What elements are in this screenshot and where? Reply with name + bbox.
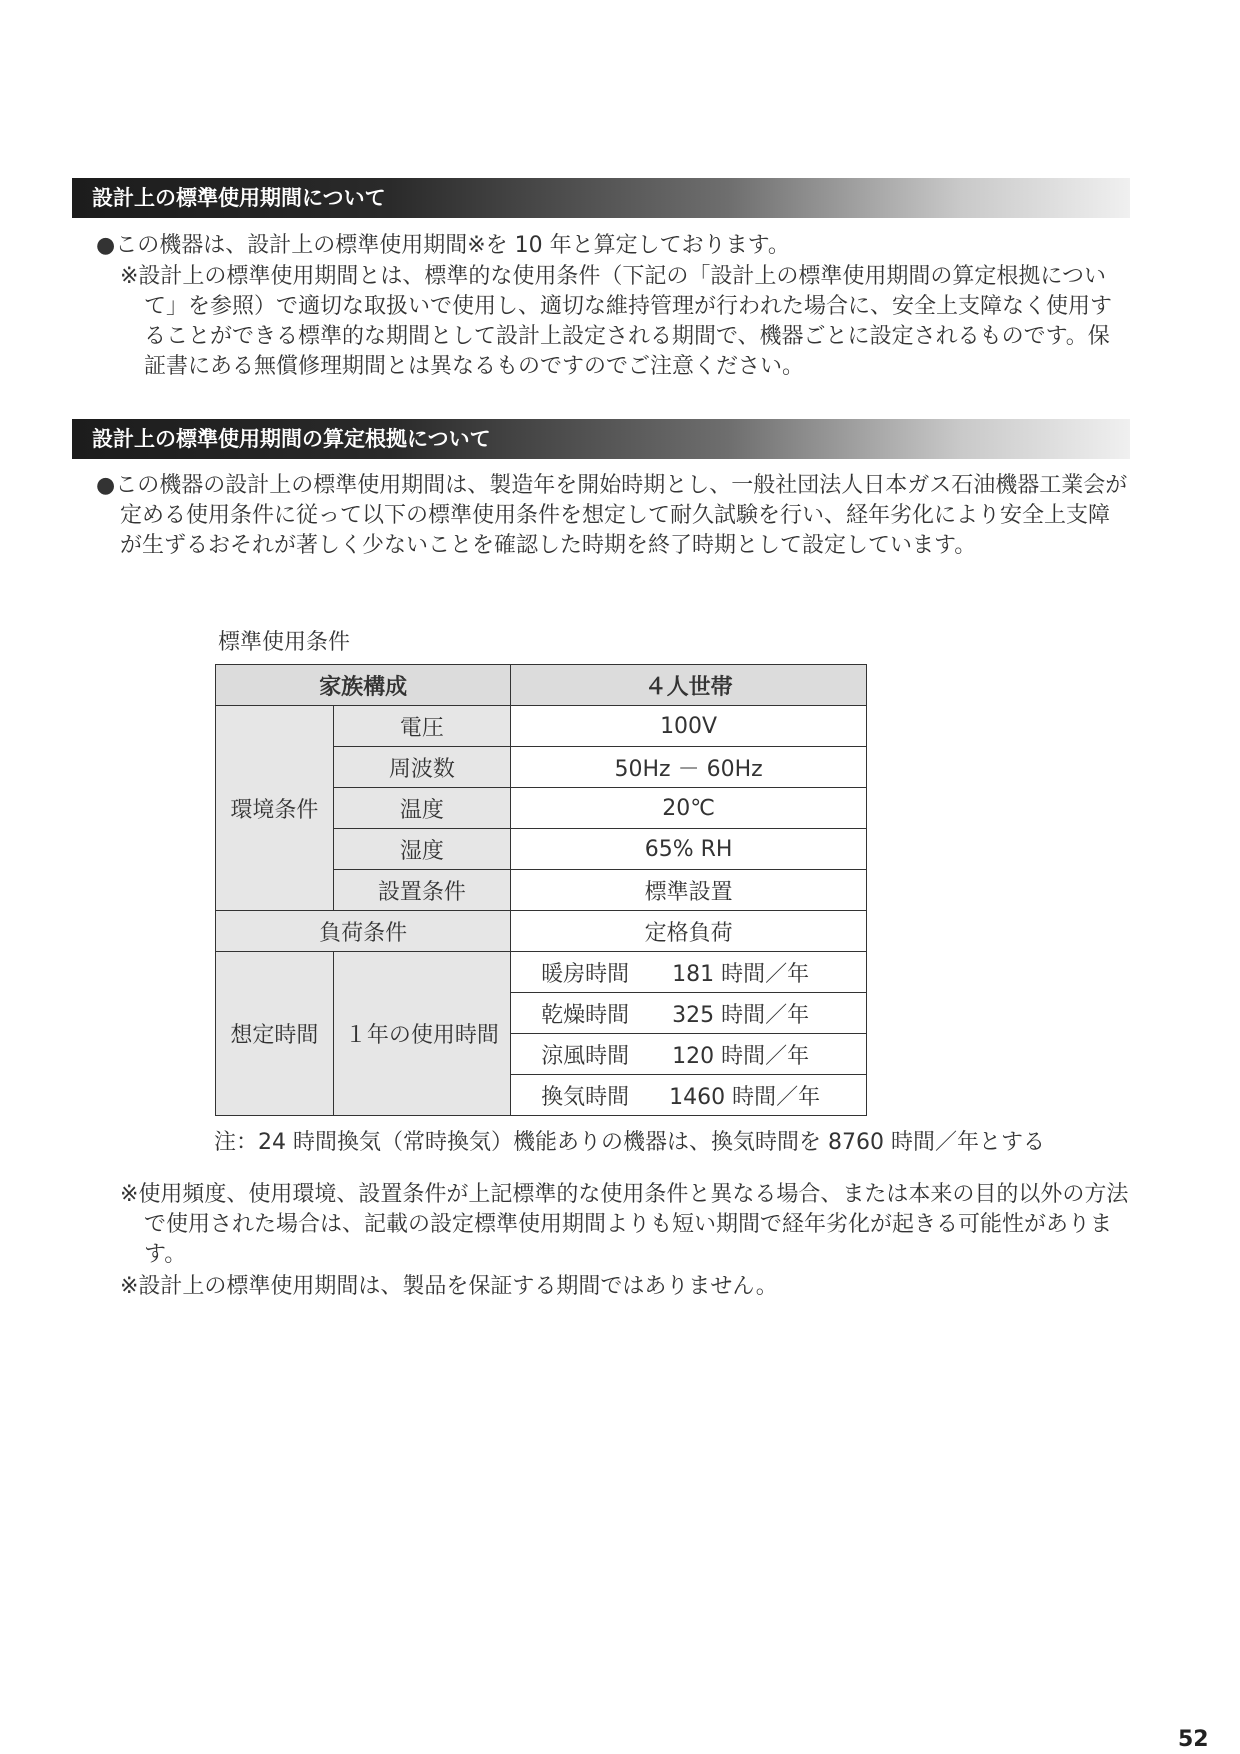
time-value: 181 時間／年 <box>672 961 810 987</box>
env-group-label: 環境条件 <box>216 706 334 911</box>
env-label-temperature: 温度 <box>333 788 510 829</box>
note-standard-period-definition: ※設計上の標準使用期間とは、標準的な使用条件（下記の「設計上の標準使用期間の算定根拠について」を参照）で適切な取扱いで使用し、適切な維持管理が行われた場合に、安全上支障なく使用することができる標準的な期間として設計上設定される期間で、機器ごとに設定されるものです。保証書にある無償修理期間とは異なるものですのでご注意ください。 <box>120 264 1113 379</box>
env-label-voltage: 電圧 <box>333 706 510 747</box>
time-value: 325 時間／年 <box>672 1002 810 1028</box>
time-row-drying <box>511 993 867 1034</box>
env-value-frequency: 50Hz － 60Hz <box>511 747 867 788</box>
table-row <box>216 952 867 993</box>
env-label-frequency: 周波数 <box>333 747 510 788</box>
time-value: 120 時間／年 <box>672 1043 810 1069</box>
table-footnote: 注：24 時間換気（常時換気）機能ありの機器は、換気時間を 8760 時間／年とする <box>214 1130 1045 1155</box>
env-label-humidity: 湿度 <box>333 829 510 870</box>
time-row-heating <box>511 952 867 993</box>
load-value: 定格負荷 <box>511 911 867 952</box>
env-value-temperature: 20℃ <box>511 788 867 829</box>
env-value-installation: 標準設置 <box>511 870 867 911</box>
note-not-warranty: ※設計上の標準使用期間は、製品を保証する期間ではありません。 <box>120 1274 778 1299</box>
standard-conditions-table <box>215 664 867 1116</box>
env-value-voltage: 100V <box>511 706 867 747</box>
env-value-humidity: 65% RH <box>511 829 867 870</box>
time-name: 涼風時間 <box>541 1043 630 1069</box>
time-row-ventilation <box>511 1075 867 1116</box>
bullet-calculation-basis: ●この機器の設計上の標準使用期間は、製造年を開始時期とし、一般社団法人日本ガス石油機器工業会が定める使用条件に従って以下の標準使用条件を想定して耐久試験を行い、経年劣化により安全上支障が生ずるおそれが著しく少ないことを確認した時期を終了時期として設定しています。 <box>96 473 1128 558</box>
time-group-label: 想定時間 <box>216 952 334 1116</box>
load-label: 負荷条件 <box>216 911 511 952</box>
time-sub-label: １年の使用時間 <box>333 952 510 1116</box>
time-name: 乾燥時間 <box>541 1002 630 1028</box>
time-row-cool-breeze <box>511 1034 867 1075</box>
table-row <box>216 706 867 747</box>
section-heading-standard-period: 設計上の標準使用期間について <box>72 178 1130 218</box>
time-value: 1460 時間／年 <box>669 1084 821 1110</box>
time-name: 暖房時間 <box>541 961 630 987</box>
section-heading-calculation-basis: 設計上の標準使用期間の算定根拠について <box>72 419 1130 459</box>
table-row <box>216 911 867 952</box>
family-value: ４人世帯 <box>511 665 867 706</box>
env-label-installation: 設置条件 <box>333 870 510 911</box>
bullet-standard-period: ●この機器は、設計上の標準使用期間※を 10 年と算定しております。 <box>96 233 790 258</box>
time-name: 換気時間 <box>541 1084 630 1110</box>
table-row <box>216 665 867 706</box>
family-label: 家族構成 <box>216 665 511 706</box>
note-usage-conditions: ※使用頻度、使用環境、設置条件が上記標準的な使用条件と異なる場合、または本来の目的以外の方法で使用された場合は、記載の設定標準使用期間よりも短い期間で経年劣化が起きる可能性があります。 <box>120 1182 1129 1267</box>
page-number: 52 <box>1178 1727 1209 1752</box>
table-caption: 標準使用条件 <box>218 630 351 655</box>
